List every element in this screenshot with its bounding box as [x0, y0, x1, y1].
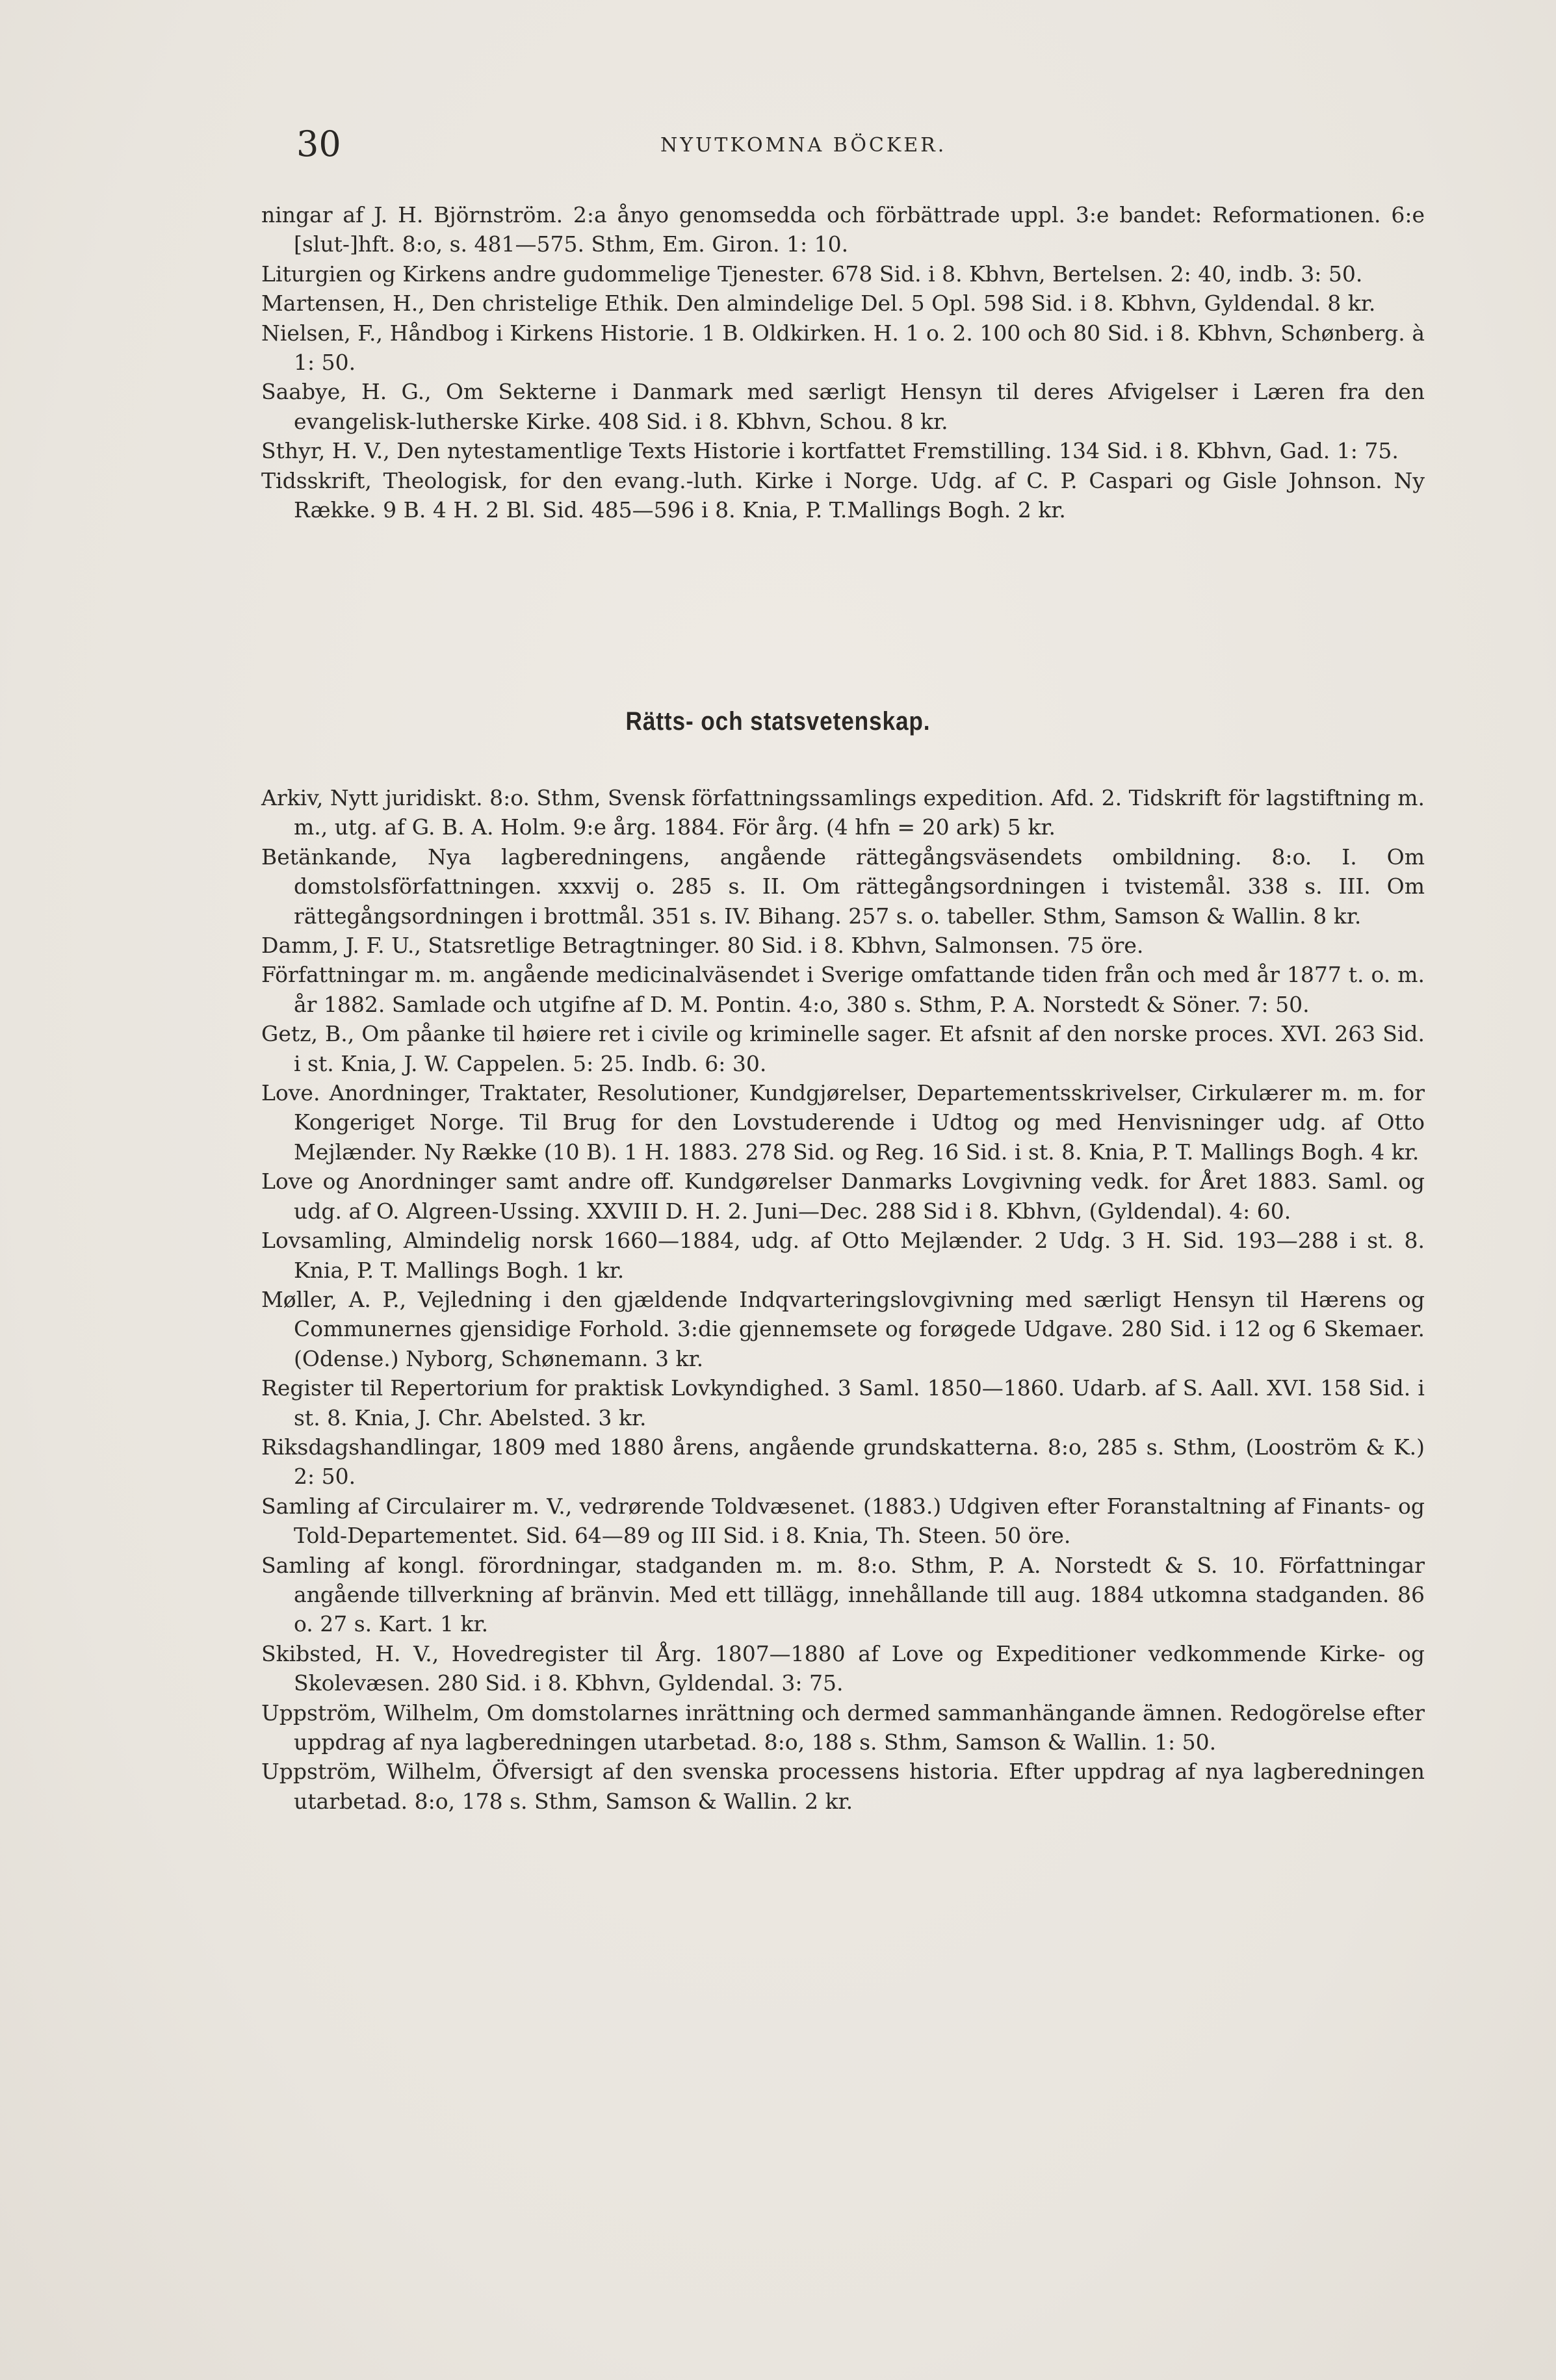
- entries-law: [261, 783, 1425, 1816]
- list-item: Betänkande, Nya lagberedningens, angående rättegångsväsendets ombildning. 8:o. I. Om domstolsförfattningen. xxxvij o. 285 s. II. Om rättegångsordningen i tvistemål. 338 s. III. Om rättegångsordningen i brottmål. 351 s. IV. Bihang. 257 s. o. tabeller. Sthm, Samson & Wallin. 8 kr.: [261, 844, 1425, 929]
- list-item: Martensen, H., Den christelige Ethik. Den almindelige Del. 5 Opl. 598 Sid. i 8. Kbhvn, Gyldendal. 8 kr.: [261, 291, 1376, 317]
- list-item: Arkiv, Nytt juridiskt. 8:o. Sthm, Svensk författningssamlings expedition. Afd. 2. Tidskrift för lagstiftning m. m., utg. af G. B. A. Holm. 9:e årg. 1884. För årg. (4 hfn = 20 ark) 5 kr.: [261, 785, 1425, 840]
- list-item: Liturgien og Kirkens andre gudommelige Tjenester. 678 Sid. i 8. Kbhvn, Bertelsen. 2: 40, indb. 3: 50.: [261, 261, 1363, 287]
- running-title: NYUTKOMNA BÖCKER.: [660, 134, 947, 157]
- list-item: Register til Repertorium for praktisk Lovkyndighed. 3 Saml. 1850—1860. Udarb. af S. Aall. XVI. 158 Sid. i st. 8. Knia, J. Chr. Abelsted. 3 kr.: [261, 1375, 1425, 1430]
- page-header: [296, 123, 1435, 169]
- list-item: Saabye, H. G., Om Sekterne i Danmark med særligt Hensyn til deres Afvigelser i Læren fra den evangelisk-lutherske Kirke. 408 Sid. i 8. Kbhvn, Schou. 8 kr.: [261, 379, 1425, 434]
- list-item: Damm, J. F. U., Statsretlige Betragtninger. 80 Sid. i 8. Kbhvn, Salmonsen. 75 öre.: [261, 933, 1144, 959]
- list-item: Författningar m. m. angående medicinalväsendet i Sverige omfattande tiden från och med år 1877 t. o. m. år 1882. Samlade och utgifne af D. M. Pontin. 4:o, 380 s. Sthm, P. A. Norstedt & Söner. 7: 50.: [261, 962, 1425, 1017]
- list-item: Getz, B., Om påanke til høiere ret i civile og kriminelle sager. Et afsnit af den norske proces. XVI. 263 Sid. i st. Knia, J. W. Cappelen. 5: 25. Indb. 6: 30.: [261, 1021, 1425, 1076]
- page-number: 30: [296, 123, 341, 164]
- list-item: Møller, A. P., Vejledning i den gjældende Indqvarteringslovgivning med særligt Hensyn til Hærens og Communernes gjensidige Forhold. 3:die gjennemsete og forøgede Udgave. 280 Sid. i 12 og 6 Skemaer. (Odense.) Nyborg, Schønemann. 3 kr.: [261, 1286, 1425, 1371]
- list-item: Riksdagshandlingar, 1809 med 1880 årens, angående grundskatterna. 8:o, 285 s. Sthm, (Looström & K.) 2: 50.: [261, 1434, 1425, 1490]
- section-heading: Rätts- och statsvetenskap.: [625, 707, 931, 736]
- list-item: Skibsted, H. V., Hovedregister til Årg. 1807—1880 af Love og Expeditioner vedkommende Kirke- og Skolevæsen. 280 Sid. i 8. Kbhvn, Gyldendal. 3: 75.: [261, 1640, 1425, 1696]
- list-item: ningar af J. H. Björnström. 2:a ånyo genomsedda och förbättrade uppl. 3:e bandet: Reformationen. 6:e [slut-]hft. 8:o, s. 481—575. Sthm, Em. Giron. 1: 10.: [261, 202, 1425, 257]
- list-item: Lovsamling, Almindelig norsk 1660—1884, udg. af Otto Mejlænder. 2 Udg. 3 H. Sid. 193—288 i st. 8. Knia, P. T. Mallings Bogh. 1 kr.: [261, 1228, 1425, 1283]
- list-item: Love og Anordninger samt andre off. Kundgørelser Danmarks Lovgivning vedk. for Året 1883. Saml. og udg. af O. Algreen-Ussing. XXVIII D. H. 2. Juni—Dec. 288 Sid i 8. Kbhvn, (Gyldendal). 4: 60.: [261, 1169, 1425, 1224]
- list-item: Samling af Circulairer m. V., vedrørende Toldvæsenet. (1883.) Udgiven efter Foranstaltning af Finants- og Told-Departementet. Sid. 64—89 og III Sid. i 8. Knia, Th. Steen. 50 öre.: [261, 1493, 1425, 1549]
- entries-theology: [261, 200, 1425, 524]
- list-item: Nielsen, F., Håndbog i Kirkens Historie. 1 B. Oldkirken. H. 1 o. 2. 100 och 80 Sid. i 8. Kbhvn, Schønberg. à 1: 50.: [261, 320, 1425, 376]
- list-item: Tidsskrift, Theologisk, for den evang.-luth. Kirke i Norge. Udg. af C. P. Caspari og Gisle Johnson. Ny Række. 9 B. 4 H. 2 Bl. Sid. 485—596 i 8. Knia, P. T.Mallings Bogh. 2 kr.: [261, 467, 1425, 523]
- list-item: Uppström, Wilhelm, Om domstolarnes inrättning och dermed sammanhängande ämnen. Redogörelse efter uppdrag af nya lagberedningen utarbetad. 8:o, 188 s. Sthm, Samson & Wallin. 1: 50.: [261, 1700, 1425, 1755]
- list-item: Samling af kongl. förordningar, stadganden m. m. 8:o. Sthm, P. A. Norstedt & S. 10. Författningar angående tillverkning af bränvin. Med ett tillägg, innehållande till aug. 1884 utkomna stadganden. 86 o. 27 s. Kart. 1 kr.: [261, 1552, 1425, 1637]
- list-item: Love. Anordninger, Traktater, Resolutioner, Kundgjørelser, Departementsskrivelser, Cirkulærer m. m. for Kongeriget Norge. Til Brug for den Lovstuderende i Udtog og med Henvisninger udg. af Otto Mejlænder. Ny Række (10 B). 1 H. 1883. 278 Sid. og Reg. 16 Sid. i st. 8. Knia, P. T. Mallings Bogh. 4 kr.: [261, 1080, 1425, 1165]
- list-item: Sthyr, H. V., Den nytestamentlige Texts Historie i kortfattet Fremstilling. 134 Sid. i 8. Kbhvn, Gad. 1: 75.: [261, 438, 1399, 464]
- list-item: Uppström, Wilhelm, Öfversigt af den svenska processens historia. Efter uppdrag af nya lagberedningen utarbetad. 8:o, 178 s. Sthm, Samson & Wallin. 2 kr.: [261, 1759, 1425, 1814]
